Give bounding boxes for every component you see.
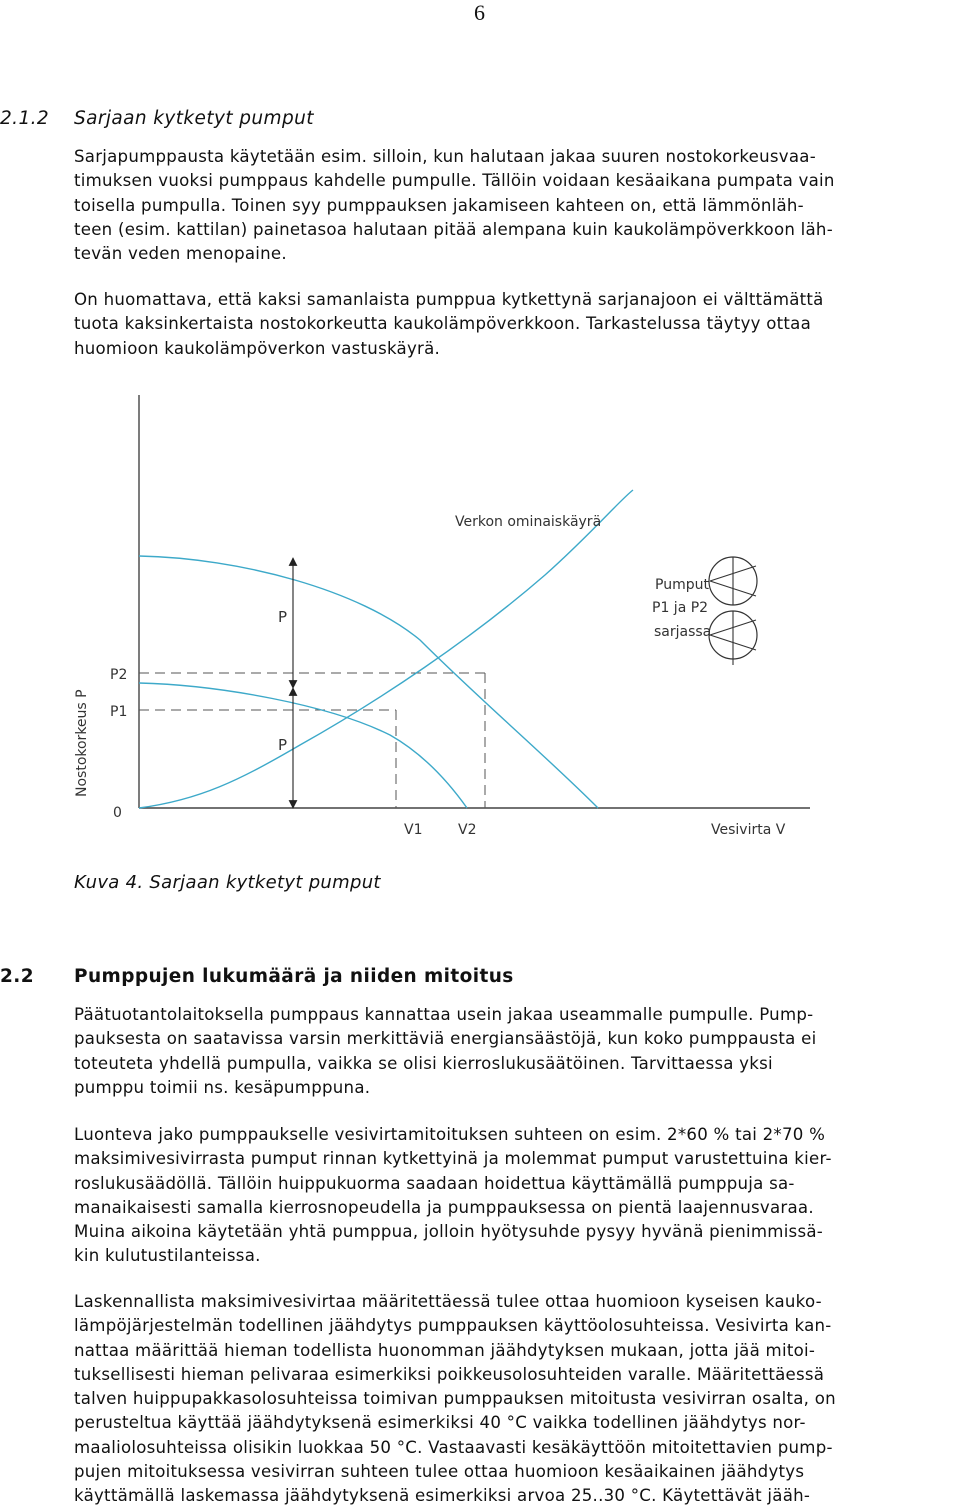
pumps-label-line3: sarjassa	[654, 624, 712, 640]
network-curve-label: Verkon ominaiskäyrä	[455, 514, 602, 530]
text-line: maksimivesivirrasta pumput rinnan kytkettyinä ja molemmat pumput varustettuina kier-	[74, 1149, 832, 1169]
section-title: Pumppujen lukumäärä ja niiden mitoitus	[74, 966, 514, 987]
paragraph	[74, 288, 960, 361]
text-line: Sarjapumppausta käytetään esim. silloin, kun halutaan jakaa suuren nostokorkeusvaa-	[74, 147, 816, 166]
text-line: kin kulutustilanteissa.	[74, 1246, 261, 1266]
text-line: lämpöjärjestelmän todellinen jäähdytys pumppauksen käyttöolosuhteissa. Vesivirta kan-	[74, 1316, 832, 1336]
section-title: Sarjaan kytketyt pumput	[74, 108, 314, 129]
pumps-label-line1: Pumput	[655, 577, 709, 593]
single-pump-curve	[139, 683, 467, 808]
text-line: toisella pumpulla. Toinen syy pumppauksen jakamiseen kahteen on, että lämmönläh-	[74, 195, 804, 215]
lower-head-label: P	[278, 736, 288, 754]
text-line: Luonteva jako pumppaukselle vesivirtamitoituksen suhteen on esim. 2*60 % tai 2*70 %	[74, 1125, 826, 1144]
upper-head-label: P	[278, 608, 288, 626]
figure-caption: Kuva 4. Sarjaan kytketyt pumput	[74, 872, 381, 893]
text-line: teen (esim. kattilan) painetasoa halutaan pitää alempana kuin kaukolämpöverkkoon läh-	[74, 219, 833, 239]
text-line: talven huippupakkasolosuhteissa toimivan pumppauksen mitoitusta vesivirran osalta, on	[74, 1389, 836, 1409]
pump-curve-figure	[0, 380, 960, 850]
text-line: perusteltua käyttää jäähdytyksenä esimerkiksi 40 °C vaikka todellinen jäähdytys nor-	[74, 1413, 806, 1433]
text-line: huomioon kaukolämpöverkon vastuskäyrä.	[74, 338, 441, 358]
text-line: On huomattava, että kaksi samanlaista pumppua kytkettynä sarjanajoon ei välttämättä	[74, 290, 824, 309]
p2-tick-label: P2	[110, 667, 128, 683]
text-line: tuota kaksinkertaista nostokorkeutta kaukolämpöverkkoon. Tarkastelussa täytyy ottaa	[74, 314, 811, 334]
text-line: Laskennallista maksimivesivirtaa määritettäessä tulee ottaa huomioon kyseisen kauko-	[74, 1292, 822, 1311]
text-line: tuksellisesti hieman pelivaraa esimerkiksi poikkeusolosuhteiden varalle. Määritettäessä	[74, 1364, 825, 1384]
text-line: tevän veden menopaine.	[74, 244, 287, 264]
p1-tick-label: P1	[110, 704, 128, 720]
series-pump-curve	[139, 556, 598, 808]
text-line: toteuteta yhdellä pumpulla, vaikka se olisi kierroslukusäätöinen. Tarvittaessa yksi	[74, 1053, 773, 1073]
paragraph	[74, 145, 960, 266]
paragraph	[74, 1290, 960, 1509]
x-axis-label: Vesivirta V	[711, 822, 786, 838]
v1-tick-label: V1	[404, 822, 423, 838]
y-axis-label: Nostokorkeus P	[74, 689, 90, 797]
origin-label: 0	[113, 805, 122, 821]
text-line: maaliolosuhteissa olisikin luokkaa 50 °C. Vastaavasti kesäkäyttöön mitoitettavien pump-	[74, 1437, 833, 1457]
text-line: pumppu toimii ns. kesäpumppuna.	[74, 1077, 371, 1097]
section-number: 2.2	[0, 966, 34, 987]
paragraph	[74, 1123, 960, 1269]
text-line: manaikaisesti samalla kierrosnopeudella ja pumppauksessa on pientä laajennusvaraa.	[74, 1197, 814, 1217]
network-curve	[139, 490, 633, 808]
text-line: nattaa määrittää hieman todellista huonomman jäähdytyksen mukaan, jotta jää mitoi-	[74, 1340, 816, 1360]
text-line: Muina aikoina käytetään yhtä pumppua, jolloin hyötysuhde pysyy hyvänä pienimmissä-	[74, 1222, 823, 1242]
text-line: pujen mitoituksessa vesivirran suhteen tulee ottaa huomioon kesäaikainen jäähdytys	[74, 1462, 805, 1482]
paragraph	[74, 1003, 960, 1100]
text-line: käyttämällä laskemassa jäähdytyksenä esimerkiksi arvoa 25..30 °C. Käytettävät jääh-	[74, 1486, 811, 1506]
pumps-label-line2: P1 ja P2	[652, 600, 709, 616]
section-number: 2.1.2	[0, 108, 50, 129]
v2-tick-label: V2	[458, 822, 477, 838]
text-line: pauksesta on saatavissa varsin merkittäviä energiansäästöjä, kun koko pumppausta ei	[74, 1029, 817, 1049]
text-line: roslukusäädöllä. Tällöin huippukuorma saadaan hoidettua käyttämällä pumppuja sa-	[74, 1173, 795, 1193]
page-number: 6	[474, 0, 485, 25]
text-line: Päätuotantolaitoksella pumppaus kannattaa usein jakaa useammalle pumpulle. Pump-	[74, 1005, 814, 1024]
pump-symbols	[709, 557, 757, 665]
text-line: timuksen vuoksi pumppaus kahdelle pumpulle. Tällöin voidaan kesäaikana pumpata vain	[74, 171, 835, 191]
